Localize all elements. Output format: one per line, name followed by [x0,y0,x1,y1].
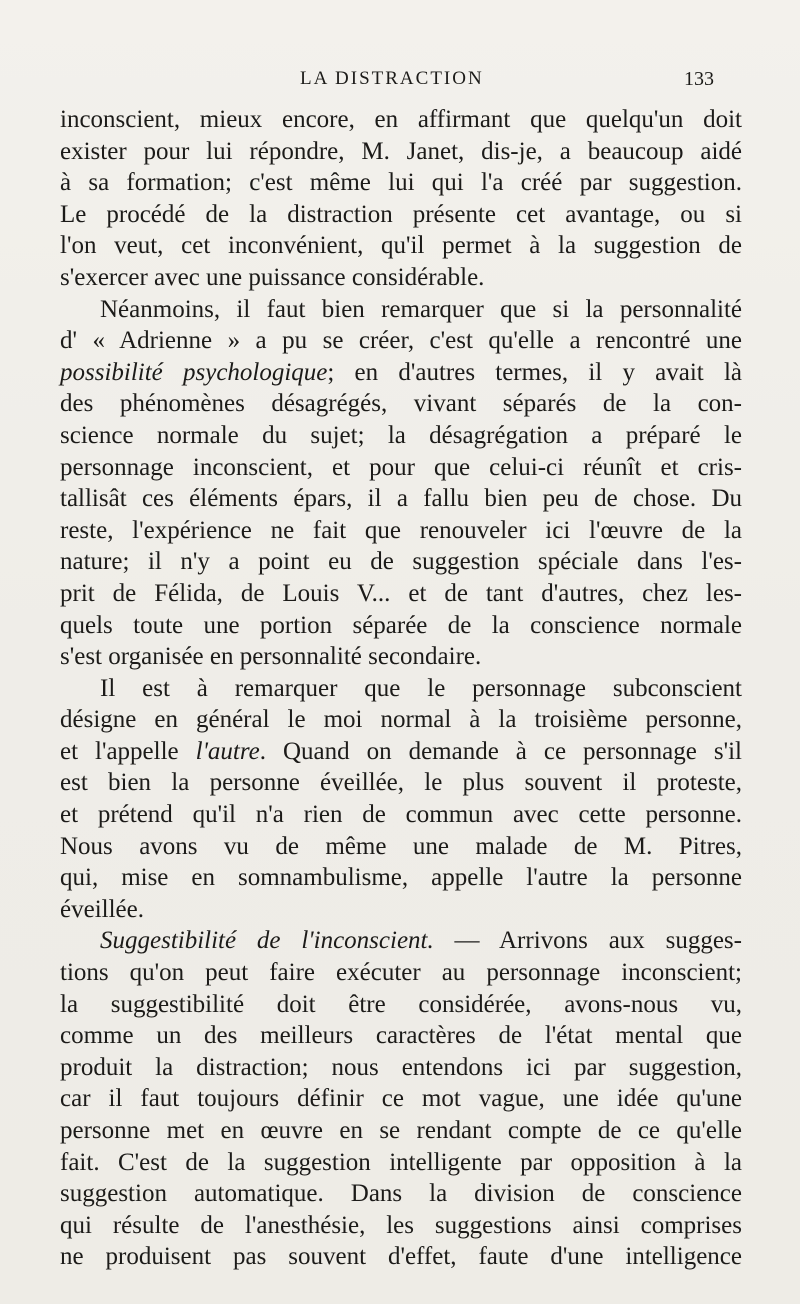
text-line: qui, mise en somnambulisme, appelle l'autre la personne [60,864,742,892]
text-line: d' « Adrienne » a pu se créer, c'est qu'elle a rencontré une [60,327,742,355]
text-line: comme un des meilleurs caractères de l'état mental que [60,1022,742,1050]
text-line: qui résulte de l'anesthésie, les suggestions ainsi comprises [60,1211,742,1239]
text-line: la suggestibilité doit être considérée, avons-nous vu, [60,990,742,1018]
text-span: . Quand on demande à ce personnage s'il [259,737,742,765]
text-line: car il faut toujours définir ce mot vague, une idée qu'une [60,1085,742,1113]
text-line: nature; il n'y a point eu de suggestion spéciale dans l'es- [60,548,742,576]
text-line: produit la distraction; nous entendons ici par suggestion, [60,1053,742,1081]
text-line: éveillée. [60,895,144,923]
text-line: Néanmoins, il faut bien remarquer que si la personnalité [100,295,742,323]
text-line: prit de Félida, de Louis V... et de tant d'autres, chez les- [60,579,742,607]
text-line: à sa formation; c'est même lui qui l'a créé par suggestion. [60,169,742,197]
text-line: Nous avons vu de même une malade de M. Pitres, [60,832,742,860]
italic-phrase: possibilité psychologique [60,358,328,386]
text-line: exister pour lui répondre, M. Janet, dis-je, a beaucoup aidé [60,137,742,165]
italic-word: l'autre [195,737,260,765]
text-line: s'est organisée en personnalité secondaire. [60,643,482,671]
text-line: quels toute une portion séparée de la conscience normale [60,611,742,639]
text-line: fait. C'est de la suggestion intelligente par opposition à la [60,1148,742,1176]
text-line: Le procédé de la distraction présente cet avantage, ou si [60,200,742,228]
text-line: personnage inconscient, et pour que celui-ci réunît et cris- [60,453,742,481]
text-line: tallisât ces éléments épars, il a fallu bien peu de chose. Du [60,485,742,513]
text-line: tions qu'on peut faire exécuter au personnage inconscient; [60,959,742,987]
text-span: et l'appelle [60,737,196,765]
text-span: — Arrivons aux sugges- [433,927,742,955]
text-line: est bien la personne éveillée, le plus souvent il proteste, [60,769,742,797]
text-line: suggestion automatique. Dans la division de conscience [60,1180,742,1208]
running-head: LA DISTRACTION [300,68,484,89]
text-line: personne met en œuvre en se rendant compte de ce qu'elle [60,1117,742,1144]
text-line: désigne en général le moi normal à la troisième personne, [60,706,742,734]
text-line: Il est à remarquer que le personnage subconscient [100,674,742,702]
text-line [60,925,742,957]
text-line [60,736,742,768]
text-line: l'on veut, cet inconvénient, qu'il permet à la suggestion de [60,232,742,260]
text-line [60,357,742,389]
text-line: inconscient, mieux encore, en affirmant que quelqu'un doit [60,106,742,133]
text-line: s'exercer avec une puissance considérable. [60,263,485,291]
page-header [60,68,714,94]
text-line: reste, l'expérience ne fait que renouveler ici l'œuvre de la [60,516,742,544]
page-number: 133 [684,68,714,90]
text-line: des phénomènes désagrégés, vivant séparés de la con- [60,390,742,418]
text-line: ne produisent pas souvent d'effet, faute d'une intelligence [60,1243,742,1271]
section-heading: Suggestibilité de l'inconscient. [100,927,434,955]
text-line: science normale du sujet; la désagrégation a préparé le [60,421,742,449]
body-text [60,104,742,1273]
text-line: et prétend qu'il n'a rien de commun avec cette personne. [60,801,742,829]
text-span: ; en d'autres termes, il y avait là [327,358,742,386]
